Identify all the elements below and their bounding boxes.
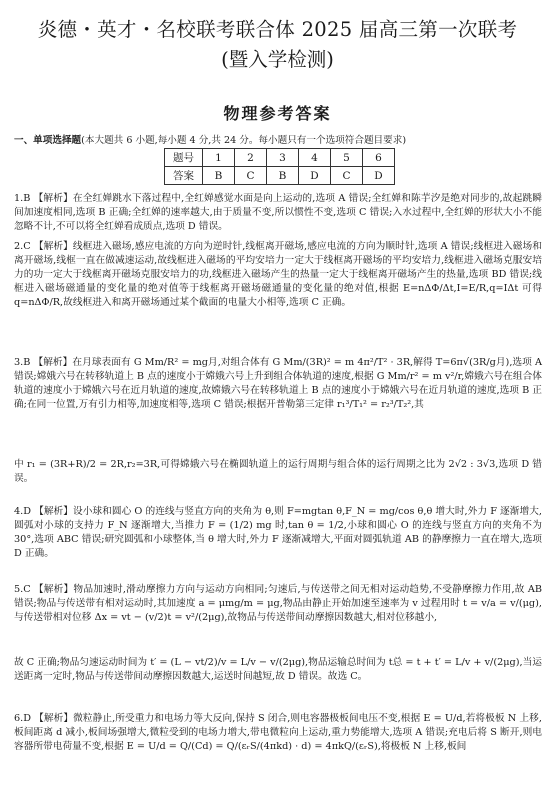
answer-table <box>164 148 395 185</box>
solution-3b: 中 r₁ = (3R+R)/2 = 2R,r₂=3R,可得嫦娥六号在椭圆轨道上的运行周期与组合体的运行周期之比为 2√2 : 3√3,选项 D 错误。 <box>14 459 542 484</box>
section-note: (本大题共 6 小题,每小题 4 分,共 24 分。每小题只有一个选项符合题目要求) <box>81 135 407 146</box>
question-number: 6 <box>363 149 395 167</box>
answer-cell: D <box>363 167 395 185</box>
answer-cell: C <box>235 167 267 185</box>
solution-5b: 故 C 正确;物品匀速运动时间为 t′ = (L − vt/2)/v = L/v − v/(2μg),物品运输总时间为 t总 = t + t′ = L/v + v/(2μg),当运送距离一定时,物品与传送带间动摩擦因数越大,运送时间越短,故 D 错误。故选 C。 <box>14 657 542 682</box>
question-number: 2 <box>235 149 267 167</box>
solution-1: 1.B 【解析】在全红婵跳水下落过程中,全红婵感觉水面是向上运动的,选项 A 错误;全红婵和陈芋汐是绝对同步的,故起跳瞬间加速度相同,选项 B 正确;全红婵的速率越大,由于质量不变,所以惯性不变,选项 C 错误;入水过程中,全红婵的形状大小不能忽略不计,不可以将全红婵看成质点,选项 D 错误。 <box>14 193 542 232</box>
section-label: 一、单项选择题 <box>14 135 82 146</box>
answer-cell: C <box>331 167 363 185</box>
exam-subtitle: (暨入学检测) <box>221 48 334 71</box>
answer-table-header: 答案 <box>165 167 203 185</box>
solution-3a: 3.B 【解析】在月球表面有 G Mm/R² = mg月,对组合体有 G Mm/(3R)² = m 4π²/T² · 3R,解得 T=6π√(3R/g月),选项 A 错误;嫦娥六号在转移轨道上 B 点的速度小于嫦娥六号上升到组合体轨道的速度,根据 G Mm/r² = m v²/r,嫦娥六号在组合体轨道的速度小于嫦娥六号在近月轨道的速度,故嫦娥六号在转移轨道上 B 点的速度小于嫦娥六号在近月轨道的速度,选项 B 正确;在同一位置,万有引力相等,加速度相等,选项 C 错误;根据开普勒第三定律 r₁³/T₁² = r₂³/T₂²,其 <box>14 357 542 410</box>
solution-4: 4.D 【解析】设小球和圆心 O 的连线与竖直方向的夹角为 θ,则 F=mgtan θ,F_N = mg/cos θ,θ 增大时,外力 F 逐渐增大,圆弧对小球的支持力 F_N 逐渐增大,当推力 F = (1/2) mg 时,tan θ = 1/2,小球和圆心 O 的连线与竖直方向的夹角不为 30°,选项 ABC 错误;研究圆弧和小球整体,当 θ 增大时,外力 F 逐渐减增大,平面对圆弧轨道 AB 的静摩擦力一直在增大,选项 D 正确。 <box>14 506 542 559</box>
question-number: 5 <box>331 149 363 167</box>
answer-table-row-answers <box>165 167 395 185</box>
exam-title: 炎德・英才・名校联考联合体 2025 届高三第一次联考 <box>37 18 518 41</box>
section-heading <box>14 132 406 146</box>
answer-table-header: 题号 <box>165 149 203 167</box>
answer-cell: B <box>267 167 299 185</box>
solution-2: 2.C 【解析】线框进入磁场,感应电流的方向为逆时针,线框离开磁场,感应电流的方向为顺时针,选项 A 错误;线框进入磁场和离开磁场,线框一直在做减速运动,故线框进入磁场的平均安培力一定大于线框离开磁场的平均安培力,线框进入磁场克服安培力的功一定大于线框离开磁场克服安培力的功,线框进入磁场产生的热量一定大于线框离开磁场产生的热量,选项 BD 错误;线框进入磁场磁通量的变化量的绝对值等于线框离开磁场磁通量的变化量的绝对值,根据 E=nΔΦ/Δt,I=E/R,q=IΔt 可得 q=nΔΦ/R,故线框进入和离开磁场通过某个截面的电量大小相等,选项 C 正确。 <box>14 241 542 308</box>
question-number: 1 <box>203 149 235 167</box>
question-number: 4 <box>299 149 331 167</box>
question-number: 3 <box>267 149 299 167</box>
subject-title: 物理参考答案 <box>223 104 332 123</box>
answer-table-row-numbers <box>165 149 395 167</box>
solution-5a: 5.C 【解析】物品加速时,滑动摩擦力方向与运动方向相同;匀速后,与传送带之间无相对运动趋势,不受静摩擦力作用,故 AB 错误;物品与传送带有相对运动时,其加速度 a = μmg/m = μg,物品由静止开始加速至速率为 v 过程用时 t = v/a = v/(μg),与传送带相对位移 Δx = vt − (v/2)t = v²/(2μg),故物品与传送带间动摩擦因数越大,相对位移越小, <box>14 584 542 623</box>
solution-6: 6.D 【解析】微粒静止,所受重力和电场力等大反向,保持 S 闭合,则电容器极板间电压不变,根据 E = U/d,若将极板 N 上移,板间距离 d 减小,板间场强增大,微粒受到的电场力增大,带电微粒向上运动,重力势能增大,选项 A 错误;充电后将 S 断开,则电容器所带电荷量不变,根据 E = U/d = Q/(Cd) = Q/(εᵣS/(4πkd) · d) = 4πkQ/(εᵣS),将极板 N 上移,板间 <box>14 713 542 752</box>
answer-cell: B <box>203 167 235 185</box>
answer-cell: D <box>299 167 331 185</box>
